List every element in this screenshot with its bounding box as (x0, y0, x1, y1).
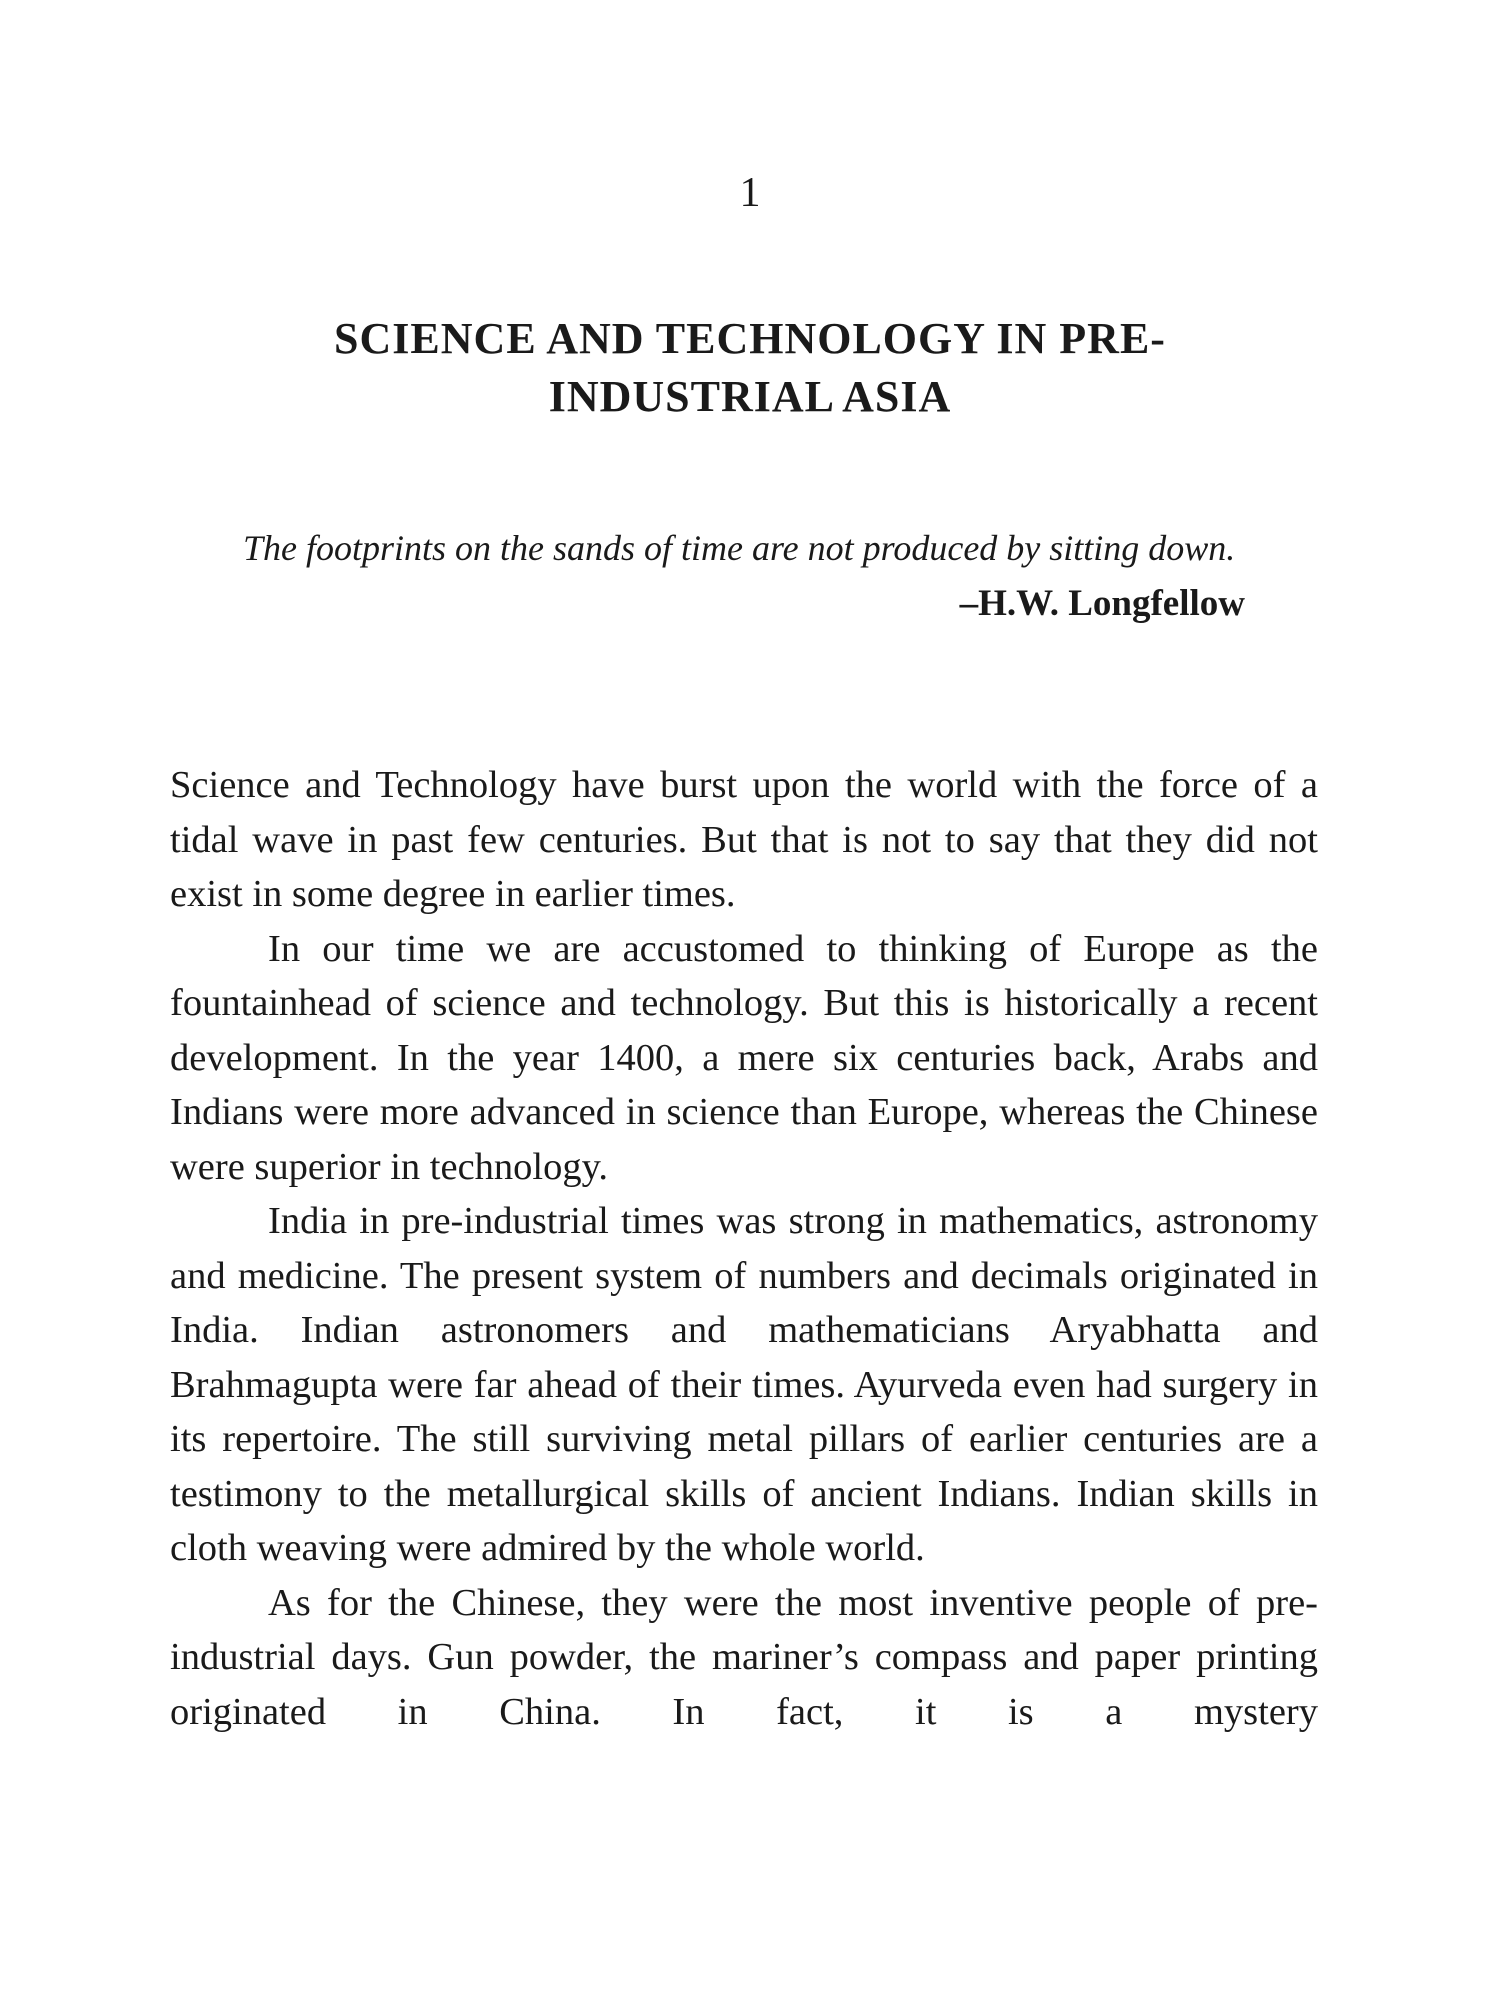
body-text (170, 758, 1318, 1739)
epigraph (243, 522, 1245, 630)
epigraph-quote: The footprints on the sands of time are not produced by sitting down. (243, 528, 1236, 568)
paragraph: India in pre-industrial times was strong in mathematics, astronomy and medicine. The present system of numbers and decimals originated in India. Indian astronomers and mathematicians Aryabhatta and Brahmagupta were far ahead of their times. Ayurveda even had surgery in its repertoire. The still surviving metal pillars of earlier centuries are a testimony to the metallurgical skills of ancient Indians. Indian skills in cloth weaving were admired by the whole world. (170, 1200, 1318, 1569)
paragraph: In our time we are accustomed to thinking of Europe as the fountainhead of science and technology. But this is historically a recent development. In the year 1400, a mere six centuries back, Arabs and Indians were more advanced in science than Europe, whereas the Chinese were superior in technology. (170, 927, 1318, 1188)
paragraph: Science and Technology have burst upon the world with the force of a tidal wave in past few centuries. But that is not to say that they did not exist in some degree in earlier times. (170, 764, 1318, 915)
chapter-title: SCIENCE AND TECHNOLOGY IN PRE-INDUSTRIAL ASIA (334, 314, 1166, 421)
chapter-number: 1 (739, 170, 761, 216)
epigraph-attribution: –H.W. Longfellow (959, 583, 1245, 624)
paragraph: As for the Chinese, they were the most inventive people of pre-industrial days. Gun powder, the mariner’s compass and paper printing originated in China. In fact, it is a mystery (170, 1581, 1318, 1733)
